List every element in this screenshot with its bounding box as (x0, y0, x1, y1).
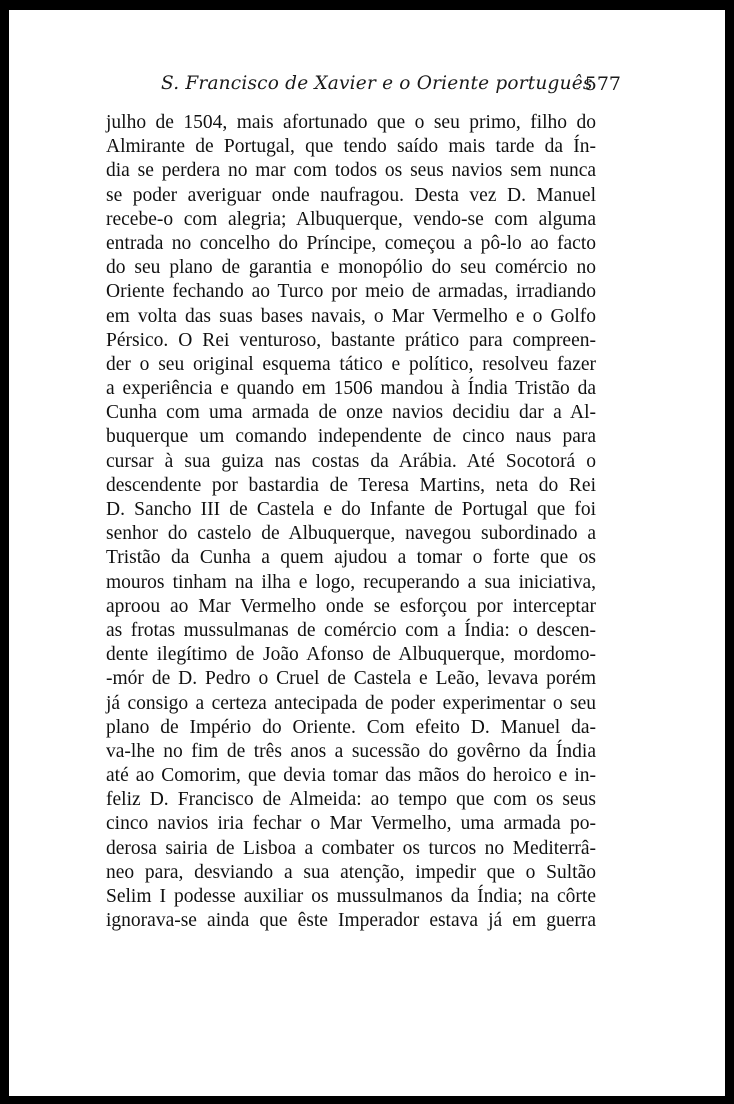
text-line: a experiência e quando em 1506 mandou à Índia Tristão da (106, 378, 596, 400)
text-line: aproou ao Mar Vermelho onde se esforçou por interceptar (106, 595, 596, 617)
text-line: senhor do castelo de Albuquerque, navegou subordinado a (106, 523, 596, 545)
text-line: neo para, desviando a sua atenção, impedir que o Sultão (106, 861, 596, 883)
text-line: -mór de D. Pedro o Cruel de Castela e Leão, levava porém (106, 668, 596, 690)
body-text (106, 111, 596, 933)
running-title: S. Francisco de Xavier e o Oriente português (161, 73, 593, 94)
text-line: descendente por bastardia de Teresa Martins, neta do Rei (106, 474, 596, 496)
text-line: Cunha com uma armada de onze navios decidiu dar a Al- (106, 402, 596, 424)
text-line: do seu plano de garantia e monopólio do seu comércio no (106, 257, 596, 279)
text-line: até ao Comorim, que devia tomar das mãos do heroico e in- (106, 765, 596, 787)
text-line: Tristão da Cunha a quem ajudou a tomar o forte que os (106, 547, 596, 569)
text-line: as frotas mussulmanas de comércio com a Índia: o descen- (106, 619, 596, 641)
text-line: cinco navios iria fechar o Mar Vermelho, uma armada po- (106, 813, 596, 835)
text-line: recebe-o com alegria; Albuquerque, vendo-se com alguma (106, 208, 596, 230)
text-line: dente ilegítimo de João Afonso de Albuquerque, mordomo- (106, 644, 596, 666)
text-line: mouros tinham na ilha e logo, recuperando a sua iniciativa, (106, 571, 596, 593)
text-line: entrada no concelho do Príncipe, começou a pô-lo ao facto (106, 232, 596, 254)
running-head (111, 73, 621, 101)
text-line: va-lhe no fim de três anos a sucessão do govêrno da Índia (106, 740, 596, 762)
text-line: já consigo a certeza antecipada de poder experimentar o seu (106, 692, 596, 714)
text-line: buquerque um comando independente de cinco naus para (106, 426, 596, 448)
text-line: cursar à sua guiza nas costas da Arábia. Até Socotorá o (106, 450, 596, 472)
text-line: Oriente fechando ao Turco por meio de armadas, irradiando (106, 281, 596, 303)
text-line: julho de 1504, mais afortunado que o seu primo, filho do (106, 112, 596, 133)
text-line: feliz D. Francisco de Almeida: ao tempo que com os seus (106, 789, 596, 811)
text-line: ignorava-se ainda que êste Imperador estava já em guerra (106, 910, 596, 932)
text-line: em volta das suas bases navais, o Mar Vermelho e o Golfo (106, 305, 596, 327)
page-number: 577 (584, 73, 621, 95)
text-line: plano de Império do Oriente. Com efeito D. Manuel da- (106, 716, 596, 738)
text-line: der o seu original esquema tático e político, resolveu fazer (106, 353, 596, 375)
text-line: D. Sancho III de Castela e do Infante de Portugal que foi (106, 499, 596, 520)
text-line: se poder averiguar onde naufragou. Desta vez D. Manuel (106, 184, 596, 206)
text-line: Almirante de Portugal, que tendo saído mais tarde da Ín- (106, 136, 596, 158)
text-line: dia se perdera no mar com todos os seus navios sem nunca (106, 160, 596, 182)
text-line: derosa sairia de Lisboa a combater os turcos no Mediterrâ- (106, 837, 596, 859)
text-line: Pérsico. O Rei venturoso, bastante prático para compreen- (106, 329, 596, 351)
text-line: Selim I podesse auxiliar os mussulmanos da Índia; na côrte (106, 886, 596, 907)
book-page (9, 10, 725, 1096)
